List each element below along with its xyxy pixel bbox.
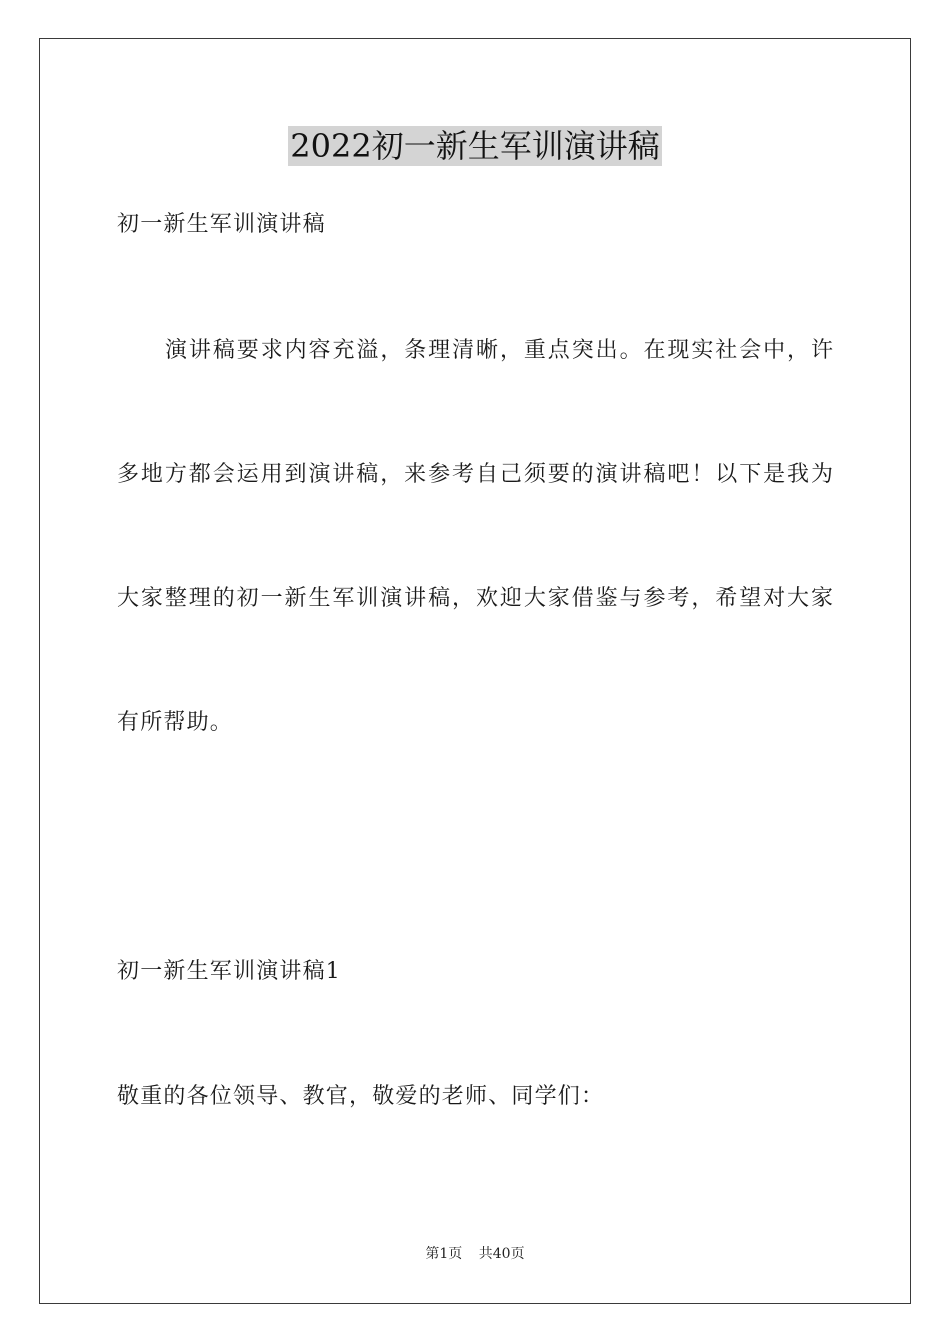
section-heading: 初一新生军训演讲稿1 (117, 959, 341, 984)
intro-line-4: 有所帮助。 (117, 710, 234, 735)
page-number: 第1页 (425, 1246, 463, 1262)
title-container (0, 126, 950, 166)
intro-line-1: 演讲稿要求内容充溢，条理清晰，重点突出。在现实社会中，许 (165, 338, 833, 363)
document-subtitle: 初一新生军训演讲稿 (117, 212, 326, 237)
page-footer (0, 1244, 950, 1264)
total-pages: 共40页 (478, 1246, 525, 1262)
intro-line-2: 多地方都会运用到演讲稿，来参考自己须要的演讲稿吧！以下是我为 (117, 462, 833, 487)
greeting-line: 敬重的各位领导、教官，敬爱的老师、同学们： (117, 1084, 605, 1109)
document-title: 2022初一新生军训演讲稿 (290, 127, 660, 165)
intro-line-3: 大家整理的初一新生军训演讲稿，欢迎大家借鉴与参考，希望对大家 (117, 586, 833, 611)
